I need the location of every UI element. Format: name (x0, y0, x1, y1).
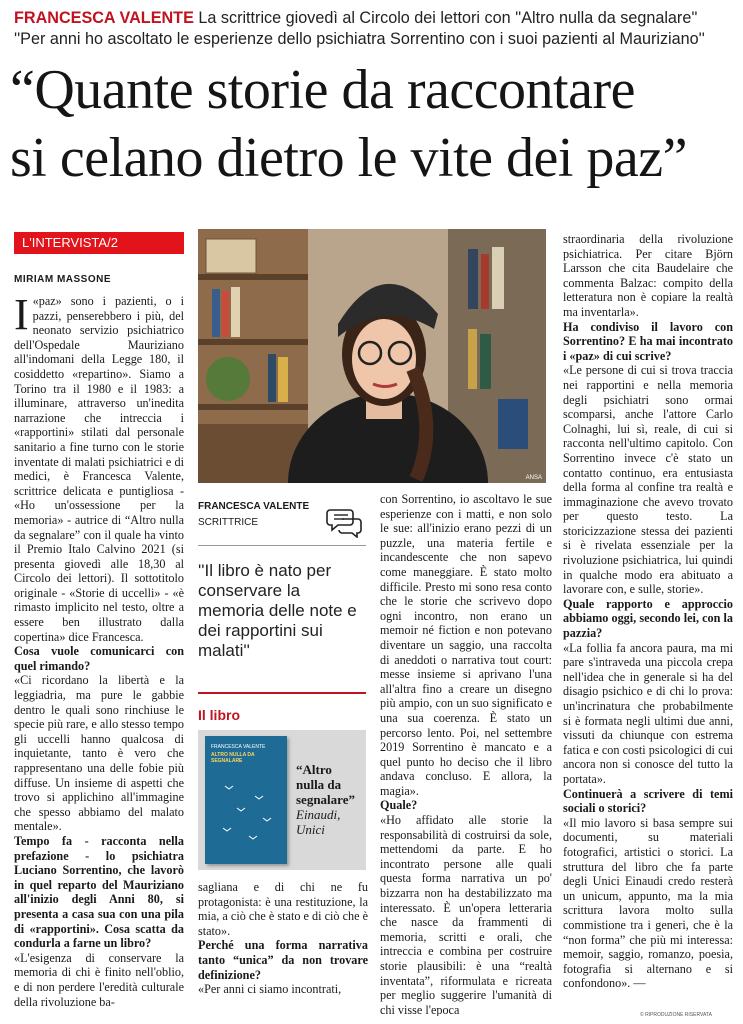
birds-illustration (205, 736, 287, 864)
kicker-name: FRANCESCA VALENTE (14, 9, 194, 27)
column-3 (380, 492, 552, 1016)
answer-3-continued: con Sorrentino, io ascoltavo le sue esperienze con i matti, e non solo le sue: all'inizio erano pezzi di un puzzle, una materia fertile e incandescente che non sapevo come maneggiare. È stato molto difficile. Presto mi sono resa conto che le storie che scrivevo dopo ogni incontro, non erano un memoir né fiction e non potevano diventare un saggio, una raccolta di aneddoti o narrativa tout court: messe insieme si aprivano l'una all'altra fino a creare un disegno più ampio, con un suo significato e una sua coerenza. È stato un percorso lento. Poi, nel settembre 2019 Sorrentino è mancato e a quel punto ho deciso che il libro andava concluso. E allora, la magia». (380, 492, 552, 798)
speech-bubbles-icon (326, 506, 364, 543)
photo-credit: ANSA (525, 475, 542, 481)
answer-4-continued: straordinaria della rivoluzione psichiatrica. Per citare Björn Larsson che cita Baudelaire che commenta Balzac: compito della letteratura non è copiare la realtà ma inventarla». (563, 232, 733, 319)
answer-2: «L'esigenza di conservare la memoria di chi è finito nell'oblio, e di non perdere l'eredità culturale della rivoluzione ba- (14, 950, 184, 1009)
book-cover (205, 736, 287, 864)
column-1 (14, 294, 184, 1016)
question-3: Perché una forma narrativa tanto “unica” da non trovare definizione? (198, 938, 368, 982)
headline (10, 56, 735, 192)
author-byline: MIRIAM MASSONE (14, 274, 111, 285)
answer-6: «La follia fa ancora paura, ma mi pare s'intraveda una piccola crepa nell'idea che in generale si ha del disagio psichico e di chi lo prova: un'incrinatura che probabilmente si è formata negli ultimi due anni, vissuti da chiunque con estrema fatica e con costi psicologici di cui ancora non si conosce del tutto la portata». (563, 640, 733, 786)
kicker-line2: ''Per anni ho ascoltato le esperienze dello psichiatra Sorrentino con i suoi pazienti al Mauriziano'' (14, 30, 705, 48)
question-7: Continuerà a scrivere di temi sociali o storici? (563, 786, 733, 816)
question-2: Tempo fa - racconta nella prefazione - lo psichiatra Luciano Sorrentino, che lavorò in quel reparto del Mauriziano all'inizio degli Anni 80, si presenta a casa sua con una pila di «rapportini». Cosa scatta da condurla a farne un libro? (14, 833, 184, 951)
libro-rule (198, 692, 366, 694)
dropcap: I (14, 294, 29, 339)
book-cover-title: ALTRO NULLA DA SEGNALARE (211, 752, 255, 764)
caption-role: SCRITTRICE (198, 517, 258, 528)
author-photo (198, 229, 546, 483)
kicker (14, 8, 734, 50)
answer-4: «Ho affidato alle storie la responsabilità di costruirsi da sole, mettendomi da parte. E ho incontrato persone alle quali questa forma narrativa un po' bizzarra non ha destabilizzato ma interessato. È un'opera letteraria che nasce da frammenti di memoria, scritti e orali, che intreccia e combina per costruire storie plausibili: è una “realtà inventata”, riformulata e ricreata per meglio suggerire l'umanità di chi visse l'epoca (380, 813, 552, 1016)
column-4 (563, 232, 733, 1010)
caption-divider (198, 545, 366, 546)
book-cover-author: FRANCESCA VALENTE (211, 744, 266, 750)
kicker-line1: La scrittrice giovedì al Circolo dei lettori con ''Altro nulla da segnalare'' (198, 9, 698, 27)
question-5: Ha condiviso il lavoro con Sorrentino? E ha mai incontrato i «paz» di cui scrive? (563, 319, 733, 363)
question-1: Cosa vuole comunicarci con quel rimando? (14, 644, 184, 673)
col1-intro: «paz» sono i pazienti, o i pazzi, penserebbero i più, del neonato servizio psichiatrico dell'Ospedale Mauriziano all'indomani della Legge 180, il cosiddetto «repartino». Siamo a Torino tra il 1980 e il 1983: a illuminare, attraverso un'inedita narrazione che intreccia i «rapportini» stilati dal personale sanitario a fine turno con le storie inventate di malati psichiatrici e di medici, è Francesca Valente, scrittrice delicata e puntigliosa - «Ho un'ossessione per la memoria» - autrice di “Altro nulla da segnalare” con il quale ha vinto il Premio Italo Calvino 2021 (si presenta giovedì alle 18,30 al Circolo dei lettori). Il sottotitolo originale - «Storie di uccelli» - «è rimasto implicito nel testo, oltre a essere ben illustrato dalla copertina» dice Francesca. (14, 294, 184, 644)
rubric-label: L'INTERVISTA/2 (14, 232, 184, 254)
answer-5: «Le persone di cui si trova traccia nei rapportini e nella memoria degli psichiatri sono ormai scomparsi, anche l'attore Carlo Colnaghi, lui sì, reale, di cui si racconta nell'ultimo capitolo. Con Sorrentino invece c'è stato un contatto continuo, era entusiasta della forma al confine tra realtà e immaginazione che avevo trovato per questo testo. La storicizzazione stessa dei pazienti si è rivelata essenziale per la rivoluzione psichiatrica, lui quindi in qualche modo era abituato a lavorare con, e sulle, storie». (563, 363, 733, 597)
answer-1: «Ci ricordano la libertà e la leggiadria, ma pure le gabbie dentro le quali sono rinchiuse le specie più rare, e allo stesso tempo gli uccelli hanno qualcosa di inquietante, tanto è vero che rappresentano una delle fobie più diffuse. Un insieme di aspetti che trovo si applichino all'immagine che spesso abbiamo del malato mentale». (14, 673, 184, 834)
book-section-title: Il libro (198, 707, 240, 723)
photo-illustration (198, 229, 546, 483)
pull-quote: ''Il libro è nato per conservare la memoria delle note e dei rapportini sui malati'' (198, 561, 357, 660)
answer-3: «Per anni ci siamo incontrati, (198, 982, 342, 997)
column-2 (198, 880, 368, 1016)
caption-name: FRANCESCA VALENTE (198, 501, 310, 512)
answer-2-continued: sagliana e di chi ne fu protagonista: è una restituzione, la mia, a ciò che è stato e di ciò che è stato». (198, 880, 368, 938)
answer-7: «Il mio lavoro si basa sempre sui documenti, su materiali fotografici, artistici o storici. La struttura del libro che fa parte degli Unici Einaudi credo resterà un unicum, appunto, ma la mia scrittura lavora molto sulla commistione tra i generi, che è la “non forma” che più mi interessa: memoir, saggio, romanzo, poesia, fotografia si alternano e si confondono». — (563, 815, 733, 991)
copyright-notice: © RIPRODUZIONE RISERVATA (640, 1012, 712, 1018)
question-4: Quale? (380, 798, 418, 813)
book-box (198, 730, 366, 870)
headline-line2: si celano dietro le vite dei paz” (10, 127, 687, 189)
book-title: “Altro nulla da segnalare” (296, 762, 355, 807)
book-publisher: Einaudi, Unici (296, 807, 341, 837)
headline-line1: “Quante storie da raccontare (10, 59, 635, 121)
question-6: Quale rapporto e approccio abbiamo oggi, secondo lei, con la pazzia? (563, 596, 733, 641)
